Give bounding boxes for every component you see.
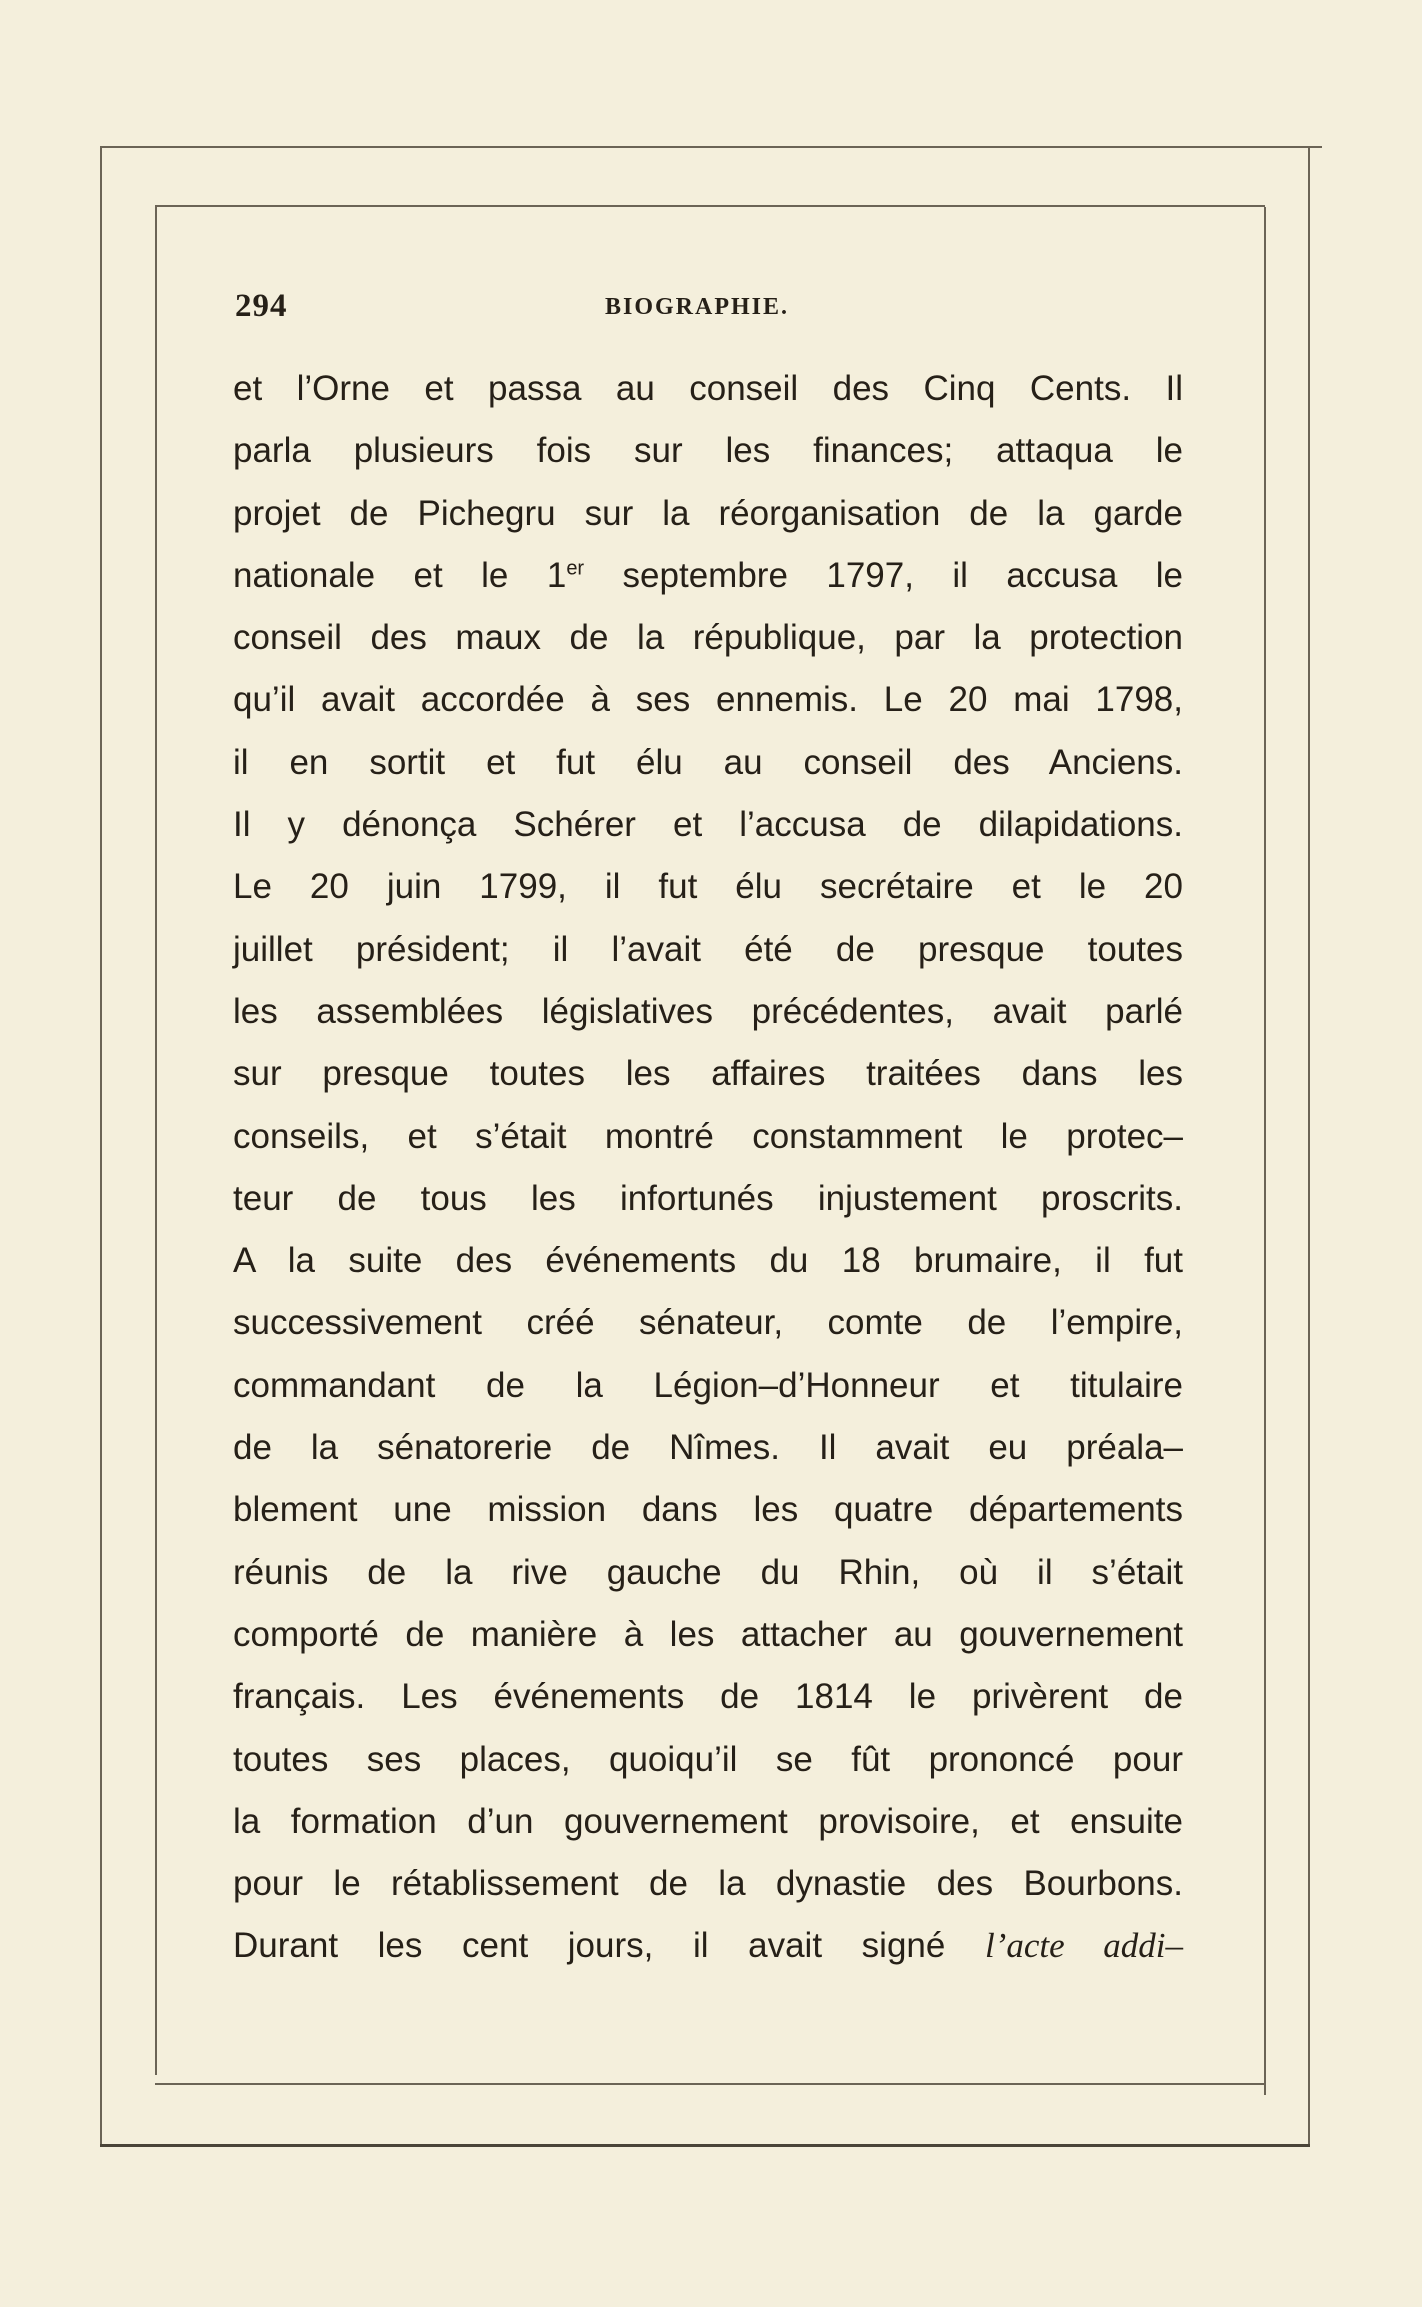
text-line: juillet président; il l’avait été de presque toutes xyxy=(233,929,1183,969)
text-line: Le 20 juin 1799, il fut élu secrétaire et le 20 xyxy=(233,867,1183,907)
text-line: de la sénatorerie de Nîmes. Il avait eu préala– xyxy=(233,1428,1183,1468)
text-line: commandant de la Légion–d’Honneur et titulaire xyxy=(233,1365,1183,1405)
text-line-start: nationale et le 1 xyxy=(233,555,567,595)
page-frame-right xyxy=(1308,148,1310,2146)
text-line: conseil des maux de la république, par la protection xyxy=(233,618,1183,658)
text-line: qu’il avait accordée à ses ennemis. Le 20 mai 1798, xyxy=(233,680,1183,720)
text-line: A la suite des événements du 18 brumaire, il fut xyxy=(233,1241,1183,1281)
text-line-start: Durant les cent jours, il avait signé xyxy=(233,1926,985,1966)
text-line: sur presque toutes les affaires traitées dans les xyxy=(233,1054,1183,1094)
superscript-er: er xyxy=(566,557,585,580)
text-line: il en sortit et fut élu au conseil des Anciens. xyxy=(233,742,1183,782)
text-line: français. Les événements de 1814 le privèrent de xyxy=(233,1677,1183,1717)
text-line: pour le rétablissement de la dynastie des Bourbons. xyxy=(233,1864,1183,1904)
text-line: blement une mission dans les quatre départements xyxy=(233,1490,1183,1530)
inner-frame-bottom xyxy=(155,2083,1265,2085)
text-line-end: septembre 1797, il accusa le xyxy=(584,555,1183,595)
text-line: parla plusieurs fois sur les finances; attaqua le xyxy=(233,431,1183,471)
text-line: et l’Orne et passa au conseil des Cinq Cents. Il xyxy=(233,369,1183,408)
text-line: Il y dénonça Schérer et l’accusa de dilapidations. xyxy=(233,805,1183,845)
text-line: toutes ses places, quoiqu’il se fût prononcé pour xyxy=(233,1739,1183,1779)
text-line: les assemblées législatives précédentes, avait parlé xyxy=(233,991,1183,1031)
text-line: la formation d’un gouvernement provisoire, et ensuite xyxy=(233,1801,1183,1841)
page-header xyxy=(235,288,1155,328)
text-line: successivement créé sénateur, comte de l’empire, xyxy=(233,1303,1183,1343)
page-frame-top xyxy=(100,146,1322,148)
italic-text: l’acte addi– xyxy=(984,1926,1183,1966)
inner-frame-right xyxy=(1264,207,1266,2095)
text-line xyxy=(233,1915,1183,1977)
inner-frame-top xyxy=(155,205,1265,207)
page-frame-bottom xyxy=(100,2144,1310,2147)
body-text xyxy=(233,358,1183,1978)
text-line: projet de Pichegru sur la réorganisation de la garde xyxy=(233,493,1183,533)
text-line xyxy=(233,545,1183,607)
text-line: réunis de la rive gauche du Rhin, où il s’était xyxy=(233,1552,1183,1592)
text-line: teur de tous les infortunés injustement proscrits. xyxy=(233,1178,1183,1218)
text-line: conseils, et s’était montré constamment le protec– xyxy=(233,1116,1183,1156)
page-frame-left xyxy=(100,148,102,2146)
running-head: BIOGRAPHIE. xyxy=(605,294,790,320)
page-number: 294 xyxy=(235,288,288,324)
text-line: comporté de manière à les attacher au gouvernement xyxy=(233,1614,1183,1654)
inner-frame-left xyxy=(155,207,157,2075)
